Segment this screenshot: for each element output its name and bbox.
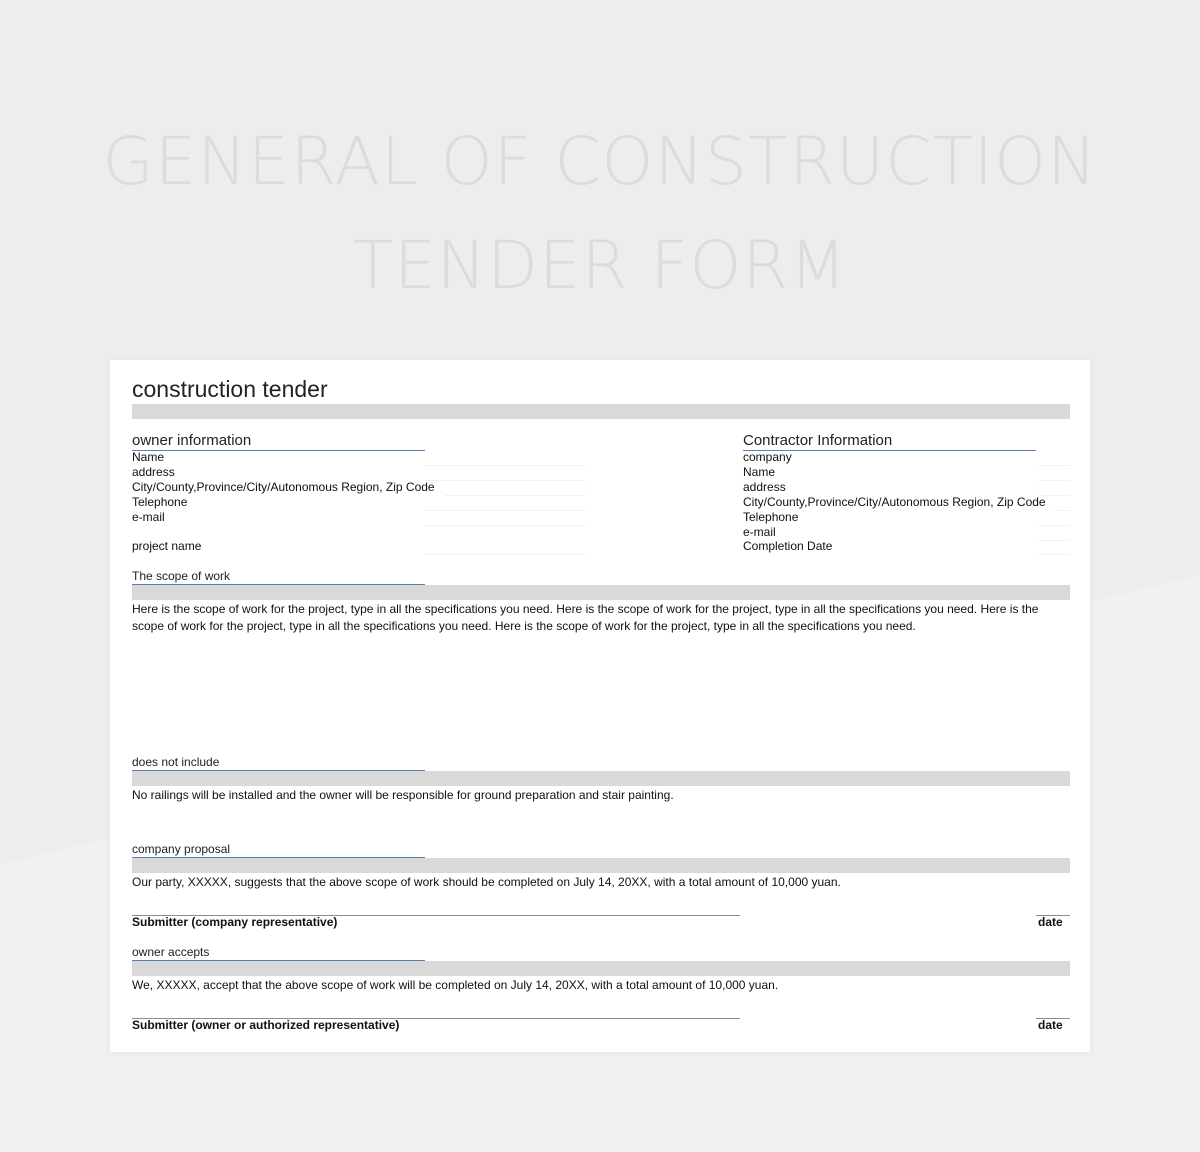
contractor-name-label: Name xyxy=(743,465,776,479)
contractor-city-field[interactable] xyxy=(1055,510,1070,511)
contractor-company-label: company xyxy=(743,450,792,464)
owner-address-field[interactable] xyxy=(425,480,585,481)
scope-bar xyxy=(132,585,1070,600)
contractor-telephone-label: Telephone xyxy=(743,510,799,524)
proposal-text[interactable]: Our party, XXXXX, suggests that the above scope of work should be completed on July 14, 20XX, with a total amount of 10,000 yuan. xyxy=(132,875,841,889)
scope-text[interactable]: Here is the scope of work for the project, type in all the specifications you need. Here is the scope of work for the project, type in all the specifications you need. Here is the scope of work for the project, type in all the specifications you need. Here is the scope of work for the project, type in all the specifications you need. xyxy=(132,602,1039,633)
contractor-company-field[interactable] xyxy=(1038,465,1070,466)
exclusions-heading: does not include xyxy=(132,755,220,769)
acceptance-text[interactable]: We, XXXXX, accept that the above scope of work will be completed on July 14, 20XX, with a total amount of 10,000 yuan. xyxy=(132,978,779,992)
form-title: construction tender xyxy=(132,376,328,402)
owner-telephone-field[interactable] xyxy=(425,510,585,511)
owner-name-label: Name xyxy=(132,450,165,464)
page-title-line-2: TENDER FORM xyxy=(352,227,848,304)
tender-form-sheet xyxy=(110,360,1090,1052)
contractor-address-label: address xyxy=(743,480,786,494)
owner-project-name-label: project name xyxy=(132,539,202,553)
contractor-email-field[interactable] xyxy=(1038,540,1070,541)
owner-email-label: e-mail xyxy=(132,510,165,524)
owner-city-field[interactable] xyxy=(445,495,585,496)
title-bar xyxy=(132,404,1070,419)
page-title xyxy=(0,110,1200,318)
company-date-label: date xyxy=(1038,915,1063,929)
owner-telephone-label: Telephone xyxy=(132,495,188,509)
acceptance-heading: owner accepts xyxy=(132,945,210,959)
owner-info-heading: owner information xyxy=(132,432,252,449)
contractor-email-label: e-mail xyxy=(743,525,776,539)
owner-address-label: address xyxy=(132,465,175,479)
exclusions-bar xyxy=(132,771,1070,786)
page-title-line-1: GENERAL OF CONSTRUCTION xyxy=(102,123,1098,200)
contractor-city-label: City/County,Province/City/Autonomous Region, Zip Code xyxy=(743,495,1046,509)
company-signer-label: Submitter (company representative) xyxy=(132,915,338,929)
contractor-telephone-field[interactable] xyxy=(1038,525,1070,526)
owner-email-field[interactable] xyxy=(425,525,585,526)
owner-project-name-field[interactable] xyxy=(425,554,585,555)
contractor-address-field[interactable] xyxy=(1038,495,1070,496)
owner-date-label: date xyxy=(1038,1018,1063,1032)
exclusions-text[interactable]: No railings will be installed and the owner will be responsible for ground preparation and stair painting. xyxy=(132,788,674,802)
contractor-name-field[interactable] xyxy=(1038,480,1070,481)
scope-heading: The scope of work xyxy=(132,569,231,583)
owner-city-label: City/County,Province/City/Autonomous Region, Zip Code xyxy=(132,480,435,494)
owner-info-underline xyxy=(132,450,425,451)
contractor-completion-date-label: Completion Date xyxy=(743,539,833,553)
contractor-completion-date-field[interactable] xyxy=(1038,554,1070,555)
owner-signer-label: Submitter (owner or authorized representative) xyxy=(132,1018,400,1032)
proposal-bar xyxy=(132,858,1070,873)
owner-name-field[interactable] xyxy=(425,465,585,466)
acceptance-bar xyxy=(132,961,1070,976)
proposal-heading: company proposal xyxy=(132,842,231,856)
contractor-info-heading: Contractor Information xyxy=(743,432,893,449)
